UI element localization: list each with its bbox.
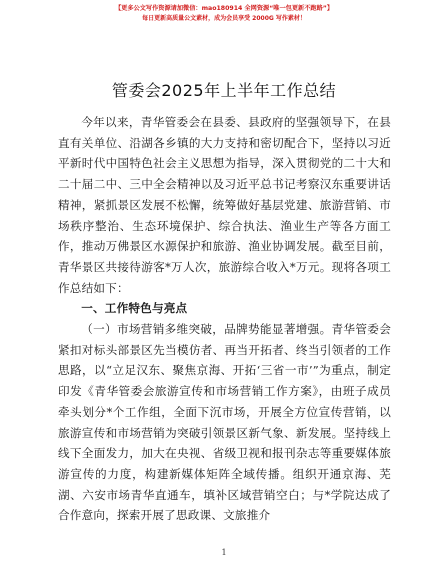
section-paragraph [58, 319, 391, 526]
document-body [58, 112, 391, 526]
header-banner [0, 4, 448, 24]
banner-line-1: 【更多公文写作资源请加微信：mao180914 全网资源“唯一包更新不跑路”】 [114, 5, 334, 12]
intro-paragraph: 今年以来，青华管委会在县委、县政府的坚强领导下，在县直有关单位、沿湖各乡镇的大力支持和密切配合下，坚持以习近平新时代中国特色社会主义思想为指导，深入贯彻党的二十大和二十届二中、三中全会精神以及习近平总书记考察汉东重要讲话精神，紧抓景区发展不松懈，统筹做好基层党建、旅游营销、市场秩序整治、生态环境保护、综合执法、渔业生产等各方面工作，推动万佛景区水源保护和旅游、渔业协调发展。截至目前，青华景区共接待游客*万人次，旅游综合收入*万元。现将各项工作总结如下： [58, 115, 391, 295]
page-number: 1 [221, 548, 227, 557]
document-title: 管委会2025年上半年工作总结 [111, 81, 337, 100]
subsection-heading: （一）市场营销多维突破，品牌势能显著增强。 [81, 322, 332, 337]
section-text: 青华管委会紧扣对标头部景区先当模仿者、再当开拓者、终当引领者的工作思路，以“立足汉东、聚焦京海、开拓‘三省一市’”为重点，制定印发《青华管委会旅游宣传和市场营销工作方案》，由班子成员牵头划分*个工作组，全面下沉市场，开展全方位宣传营销，以旅游宣传和市场营销为突破引领景区新气象、新发展。坚持线上线下全面发力，加大在央视、省级卫视和报刊杂志等重要媒体旅游宣传的力度，构建新媒体矩阵全域传播。组织开通京海、芜湖、六安市场青华直通车，填补区域营销空白；与*学院达成了合作意向，探索开展了思政课、文旅推介 [58, 322, 391, 523]
banner-line-2: 每日更新高质量公文素材，成为会员享受 2000G 写作素材！ [142, 15, 306, 22]
section-heading: 一、工作特色与亮点 [81, 301, 188, 316]
